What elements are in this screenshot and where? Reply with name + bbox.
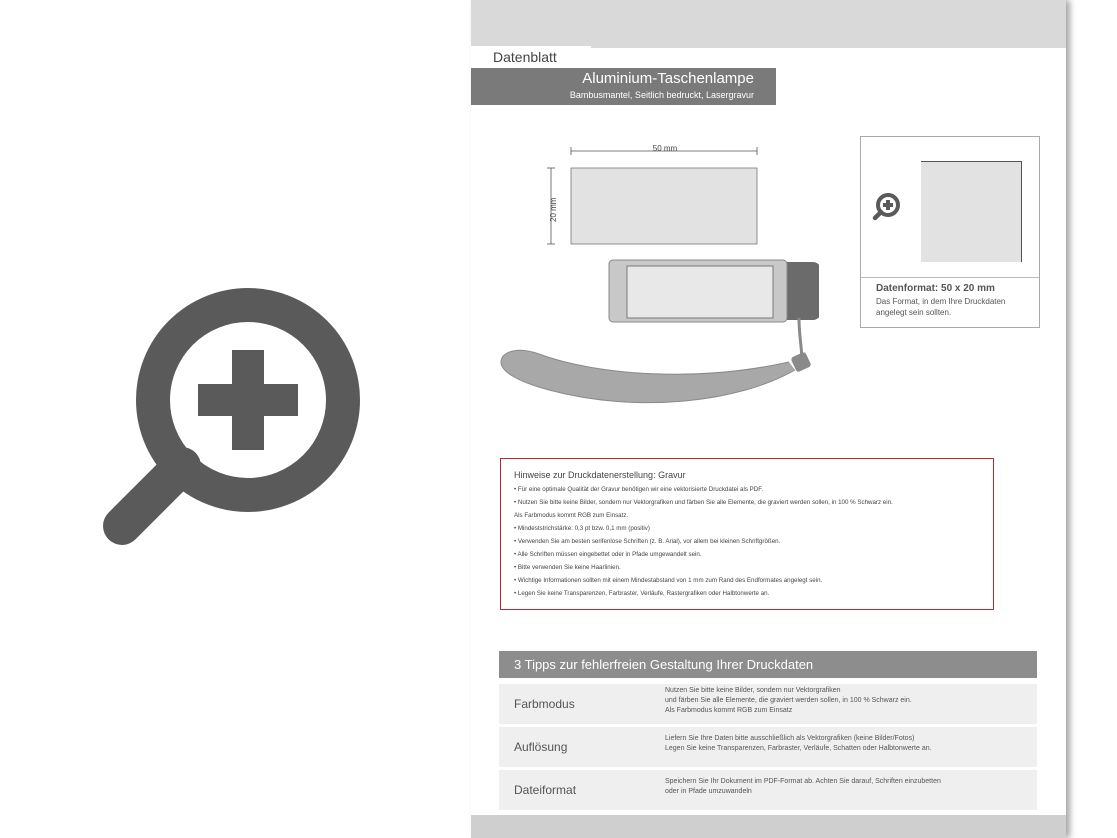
hint-item: • Alle Schriften müssen eingebettet oder in Pfade umgewandelt sein. [514, 551, 702, 558]
tip-text: Nutzen Sie bitte keine Bilder, sondern nur Vektorgrafiken und färben Sie alle Elemente, die graviert werden sollen, in 100 % Schwarz ein. Als Farbmodus kommt RGB zum Einsatz [665, 687, 912, 714]
product-title: Aluminium-Taschenlampe [582, 70, 754, 87]
tip-row-aufloesung [499, 727, 1037, 767]
hint-item: • Nutzen Sie bitte keine Bilder, sondern nur Vektorgrafiken und färben Sie alle Elemente, die graviert werden sollen, in 100 % Schwarz ein. [514, 499, 893, 506]
hint-item: • Mindeststrichstärke: 0,3 pt bzw. 0,1 mm (positiv) [514, 525, 650, 532]
product-drawing [499, 140, 819, 420]
width-dimension-label: 50 mm [652, 144, 678, 153]
format-title: Datenformat: 50 x 20 mm [876, 283, 995, 294]
hint-item: • Legen Sie keine Transparenzen, Farbraster, Verläufe, Rastergrafiken oder Halbtonwerte an. [514, 590, 770, 597]
hints-list [514, 483, 989, 600]
tip-label: Dateiformat [514, 783, 577, 797]
tip-text: Speichern Sie Ihr Dokument im PDF-Format ab. Achten Sie darauf, Schriften einzubetten oder in Pfade umzuwandeln [665, 778, 941, 795]
zoom-in-icon[interactable] [100, 288, 360, 548]
hints-title: Hinweise zur Druckdatenerstellung: Gravur [514, 470, 686, 480]
product-subtitle: Bambusmantel, Seitlich bedruckt, Lasergravur [569, 90, 754, 100]
tips-heading: 3 Tipps zur fehlerfreien Gestaltung Ihrer Druckdaten [499, 651, 1037, 678]
tip-row-farbmodus [499, 684, 1037, 724]
hint-item: • Bitte verwenden Sie keine Haarlinien. [514, 564, 621, 571]
hint-item: • Für eine optimale Qualität der Gravur benötigen wir eine vektorisierte Druckdatei als PDF. [514, 486, 764, 493]
format-description: Das Format, in dem Ihre Druckdaten angelegt sein sollten. [876, 297, 1006, 317]
format-preview [921, 161, 1022, 262]
height-dimension-label: 20 mm [549, 197, 558, 222]
tip-row-dateiformat [499, 770, 1037, 810]
hint-item: • Wichtige Informationen sollten mit einem Mindestabstand von 1 mm zum Rand des Endformates angelegt sein. [514, 577, 823, 584]
engraving-hints-box [500, 458, 994, 610]
tip-text: Liefern Sie Ihre Daten bitte ausschließlich als Vektorgrafiken (keine Bilder/Fotos) Legen Sie keine Transparenzen, Farbraster, Verläufe, Schatten oder Halbtonwerte an. [665, 735, 932, 752]
tip-label: Auflösung [514, 740, 568, 754]
hint-item: • Verwenden Sie am besten serifenlose Schriften (z. B. Arial), vor allem bei kleinen Schriftgrößen. [514, 538, 781, 545]
footer-band [471, 815, 1066, 838]
tip-label: Farbmodus [514, 697, 575, 711]
datasheet-page [471, 0, 1066, 838]
zoom-in-icon[interactable] [871, 191, 903, 223]
hint-item: Als Farbmodus kommt RGB zum Einsatz. [514, 512, 629, 519]
format-box [860, 136, 1040, 328]
header-band [471, 0, 1066, 48]
sheet-tag: Datenblatt [471, 46, 591, 68]
title-bar [471, 68, 776, 105]
divider [861, 277, 1039, 278]
